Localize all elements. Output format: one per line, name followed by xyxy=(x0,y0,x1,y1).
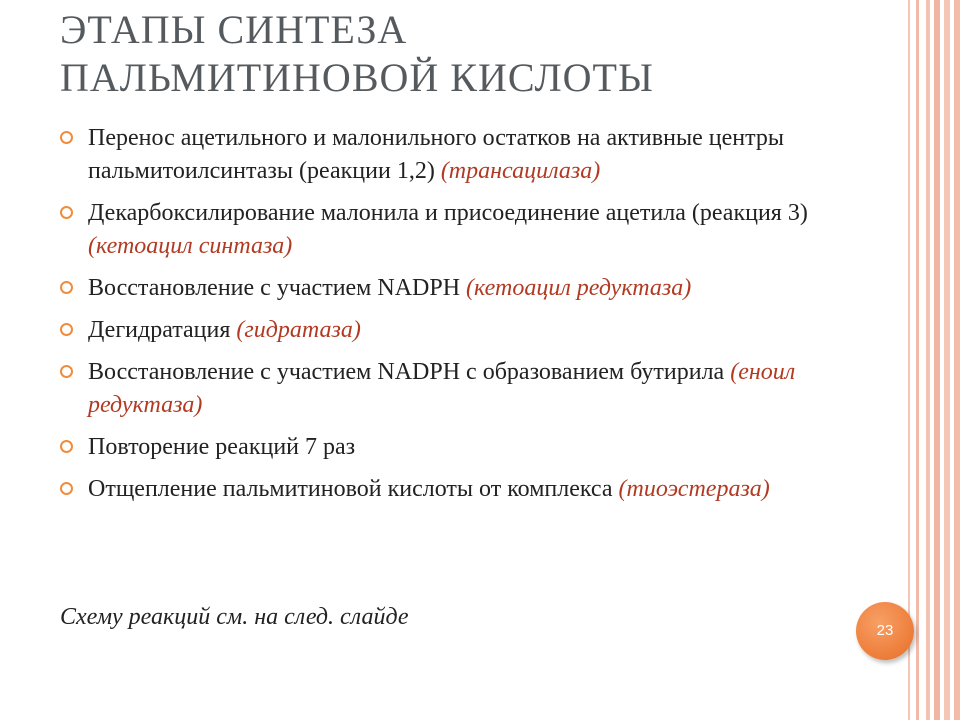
bullet-item xyxy=(58,272,878,305)
bullet-text: Восстановление с участием NADPH с образованием бутирила xyxy=(88,359,731,385)
stripe xyxy=(954,0,960,720)
stripe xyxy=(926,0,930,720)
bullet-text: Декарбоксилирование малонила и присоединение ацетила (реакция 3) xyxy=(88,200,808,226)
bullet-item xyxy=(58,197,878,263)
enzyme-name: (гидратаза) xyxy=(236,317,361,343)
footnote: Схему реакций см. на след. слайде xyxy=(60,604,409,630)
bullet-circle-icon xyxy=(60,440,73,453)
bullet-text: Дегидратация xyxy=(88,317,237,343)
slide-title xyxy=(60,6,654,102)
stripe xyxy=(916,0,919,720)
bullet-item xyxy=(58,122,878,188)
bullet-text: Перенос ацетильного и малонильного остатков на активные центры пальмитоилсинтазы (реакции 1,2) xyxy=(88,125,784,184)
bullet-circle-icon xyxy=(60,365,73,378)
bullet-item xyxy=(58,431,878,464)
bullet-item xyxy=(58,356,878,422)
stripe xyxy=(944,0,950,720)
page-number-badge: 23 xyxy=(856,602,914,660)
bullet-text: Восстановление с участием NADPH xyxy=(88,275,467,301)
title-line-2: ПАЛЬМИТИНОВОЙ КИСЛОТЫ xyxy=(60,55,654,100)
enzyme-name: (кетоацил редуктаза) xyxy=(466,275,692,301)
bullet-circle-icon xyxy=(60,281,73,294)
enzyme-name: (тиоэстераза) xyxy=(618,476,770,502)
bullet-circle-icon xyxy=(60,206,73,219)
bullet-circle-icon xyxy=(60,323,73,336)
title-line-1: ЭТАПЫ СИНТЕЗА xyxy=(60,7,408,52)
bullet-item xyxy=(58,314,878,347)
bullet-text: Отщепление пальмитиновой кислоты от комплекса xyxy=(88,476,619,502)
bullet-list xyxy=(58,122,878,515)
bullet-circle-icon xyxy=(60,131,73,144)
enzyme-name: (кетоацил синтаза) xyxy=(88,233,293,259)
stripe xyxy=(934,0,940,720)
bullet-text: Повторение реакций 7 раз xyxy=(88,434,356,460)
bullet-item xyxy=(58,473,878,506)
decorative-stripes xyxy=(916,0,960,720)
enzyme-name: (трансацилаза) xyxy=(440,158,601,184)
enzyme-name: (еноил редуктаза) xyxy=(88,359,796,418)
bullet-circle-icon xyxy=(60,482,73,495)
